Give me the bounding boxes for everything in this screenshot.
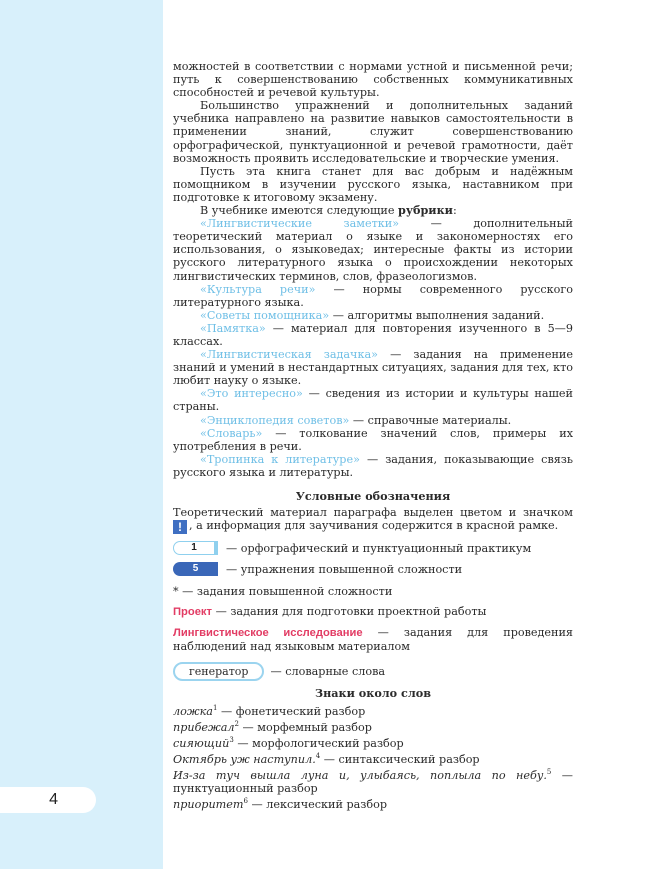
rubric-desc: — алгоритмы выполнения заданий. bbox=[329, 308, 545, 322]
rubric-name: «Тропинка к литературе» bbox=[200, 452, 360, 466]
rubric-name: «Памятка» bbox=[200, 321, 266, 335]
research-desc: — задания для проведения наблюдений над языковым материалом bbox=[173, 626, 573, 654]
practicum-desc: — орфографический и пунктуационный практикум bbox=[226, 541, 532, 555]
sign-word: сияющий bbox=[173, 736, 230, 750]
rubric-desc: — задания на применение знаний и умений в нестандартных ситуациях, задания для тех, кто любит науку о языке. bbox=[173, 348, 573, 388]
sign-number: 3 bbox=[229, 735, 234, 744]
rubric-item bbox=[173, 387, 573, 413]
rubric-item bbox=[173, 309, 573, 322]
project-desc: — задания для подготовки проектной работы bbox=[212, 605, 487, 619]
rubrics-intro-text: В учебнике имеются следующие bbox=[200, 204, 399, 218]
practicum-badge-icon: 1 bbox=[173, 541, 218, 555]
rubric-name: «Энциклопедия советов» bbox=[200, 413, 350, 427]
page-number bbox=[0, 787, 96, 813]
legend-project bbox=[173, 605, 573, 619]
rubric-item bbox=[173, 414, 573, 427]
sign-desc: — фонетический разбор bbox=[217, 704, 366, 718]
project-label: Проект bbox=[173, 606, 213, 619]
legend-theory bbox=[173, 506, 573, 534]
rubric-desc: — толкование значений слов, примеры их употребления в речи. bbox=[173, 426, 573, 453]
page-number-text: 4 bbox=[49, 791, 58, 808]
signs-title: Знаки около слов bbox=[315, 685, 431, 700]
legend-research bbox=[173, 626, 573, 653]
rubric-name: «Культура речи» bbox=[200, 282, 316, 296]
rubric-item bbox=[173, 427, 573, 453]
sign-item bbox=[173, 702, 573, 718]
rubric-desc: — нормы современного русского литературного языка. bbox=[173, 282, 573, 309]
sign-number: 2 bbox=[234, 719, 239, 728]
rubrics-intro bbox=[173, 204, 573, 217]
sign-number: 6 bbox=[243, 797, 248, 806]
sign-word: Из-за туч вышла луна и, улыбаясь, поплыла по небу. bbox=[173, 769, 547, 783]
rubric-desc: — дополнительный теоретический материал о языке и закономерностях его использования, о языковедах; интересные факты из истории русского литературного языка о происхождении некоторых лингвистических терминов, слов, фразеологизмов. bbox=[173, 217, 574, 283]
page-sidebar bbox=[0, 0, 163, 869]
intro-paragraph-2: Большинство упражнений и дополнительных заданий учебника направлено на развитие навыков самостоятельности в применении знаний, служит совершенствованию орфографической, пунктуационной и речевой грамотности, даёт возможность проявить исследовательские и творческие умения. bbox=[173, 99, 573, 165]
sign-desc: — морфологический разбор bbox=[233, 736, 404, 750]
sign-item bbox=[173, 795, 573, 811]
sign-word: прибежал bbox=[173, 720, 235, 734]
rubric-name: «Советы помощника» bbox=[200, 308, 330, 322]
sign-number: 4 bbox=[315, 752, 321, 761]
rubric-desc: — справочные материалы. bbox=[349, 413, 512, 427]
rubric-desc: — материал для повторения изученного в 5—9 классах. bbox=[173, 321, 573, 348]
advanced-badge-icon: 5 bbox=[173, 562, 218, 576]
sign-word: ложка bbox=[173, 704, 213, 718]
dictionary-word-box: генератор bbox=[173, 662, 264, 681]
rubric-name: «Словарь» bbox=[200, 426, 263, 440]
rubric-item bbox=[173, 453, 573, 479]
legend-star: * — задания повышенной сложности bbox=[173, 585, 393, 599]
sign-number: 1 bbox=[212, 703, 218, 712]
intro-paragraph-3: Пусть эта книга станет для вас добрым и надёжным помощником в изучении русского языка, наставником при подготовке к итоговому экзамену. bbox=[173, 164, 573, 204]
sign-word: приоритет bbox=[173, 798, 244, 812]
rubric-desc: — задания, показывающие связь русского языка и литературы. bbox=[173, 452, 573, 479]
research-label: Лингвистическое исследование bbox=[173, 627, 363, 640]
rubric-desc: — сведения из истории и культуры нашей страны. bbox=[173, 387, 573, 414]
legend-practicum bbox=[173, 541, 573, 555]
rubric-item bbox=[173, 348, 573, 387]
rubrics-word: рубрики bbox=[398, 203, 453, 218]
legend-theory-text-2: , а информация для заучивания содержится в красной рамке. bbox=[189, 519, 559, 533]
intro-paragraph-1: можностей в соответствии с нормами устной и письменной речи; путь к совершенствованию собственных коммуникативных способностей и речевой культуры. bbox=[173, 60, 573, 100]
exclamation-icon: ! bbox=[173, 520, 187, 534]
sign-word: Октябрь уж наступил. bbox=[173, 753, 316, 767]
page-content bbox=[173, 60, 573, 811]
rubric-item bbox=[173, 217, 573, 282]
sign-desc: — лексический разбор bbox=[247, 798, 388, 812]
legend-title: Условные обозначения bbox=[295, 489, 451, 503]
advanced-desc: — упражнения повышенной сложности bbox=[226, 562, 463, 576]
dictionary-desc: — словарные слова bbox=[270, 664, 386, 678]
rubric-name: «Лингвистические заметки» bbox=[200, 217, 400, 231]
sign-item bbox=[173, 766, 573, 795]
rubrics-colon: : bbox=[452, 204, 457, 218]
sign-item bbox=[173, 734, 573, 750]
sign-desc: — синтаксический разбор bbox=[320, 753, 480, 767]
rubric-name: «Лингвистическая задачка» bbox=[200, 348, 378, 362]
sign-desc: — морфемный разбор bbox=[239, 720, 372, 734]
legend-dictionary bbox=[173, 662, 573, 681]
rubric-item bbox=[173, 322, 573, 348]
rubric-item bbox=[173, 283, 573, 309]
sign-number: 5 bbox=[546, 768, 552, 777]
legend-advanced bbox=[173, 562, 573, 576]
legend-theory-text: Теоретический материал параграфа выделен цветом и значком bbox=[173, 506, 573, 520]
sign-item bbox=[173, 718, 573, 734]
rubric-name: «Это интересно» bbox=[200, 387, 303, 401]
sign-item bbox=[173, 750, 573, 766]
sign-desc: — пунктуационный разбор bbox=[173, 769, 573, 796]
